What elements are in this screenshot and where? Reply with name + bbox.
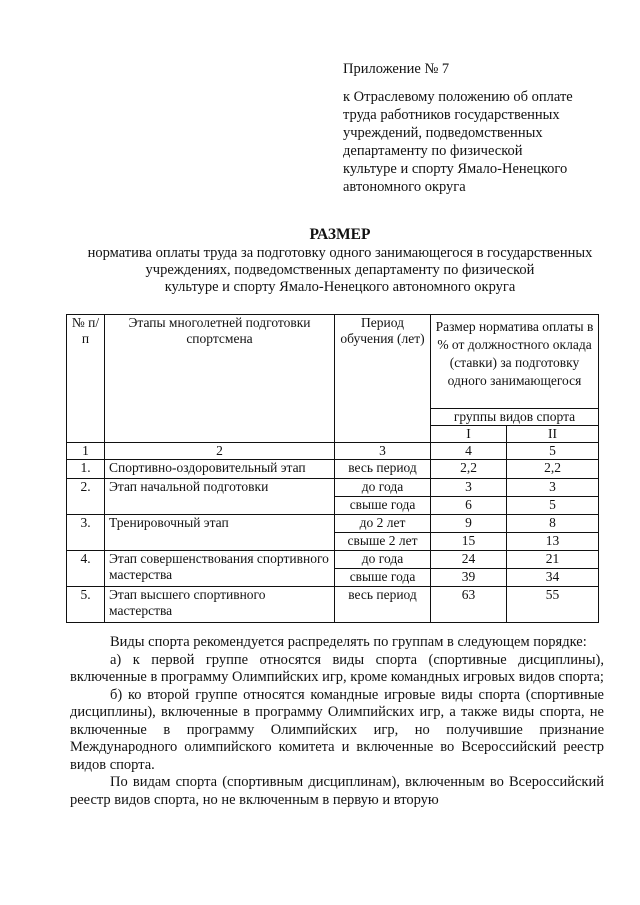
row-num: 2. (67, 479, 105, 515)
row-g2: 21 (507, 551, 599, 569)
row-g2: 8 (507, 515, 599, 533)
header-group-1: I (431, 426, 507, 443)
row-period: до года (335, 479, 431, 497)
header-groups: группы видов спорта (431, 409, 599, 426)
row-num: 5. (67, 587, 105, 623)
row-g1: 39 (431, 569, 507, 587)
header-size: Размер норматива оплаты в % от должностного оклада (ставки) за подготовку одного занимающегося (431, 315, 599, 409)
row-period: свыше 2 лет (335, 533, 431, 551)
row-stage: Тренировочный этап (105, 515, 335, 551)
row-period: до года (335, 551, 431, 569)
heading-title: РАЗМЕР (309, 226, 371, 243)
row-num: 1. (67, 460, 105, 479)
paragraph: а) к первой группе относятся виды спорта (спортивные дисциплины), включенные в программу Олимпийских игр, кроме командных игровых видов спорта; (70, 651, 604, 685)
row-g1: 9 (431, 515, 507, 533)
row-stage: Этап совершенствования спортивного мастерства (105, 551, 335, 587)
row-g1: 24 (431, 551, 507, 569)
row-period: весь период (335, 587, 431, 623)
colnum: 3 (335, 443, 431, 460)
row-g2: 3 (507, 479, 599, 497)
row-g1: 6 (431, 497, 507, 515)
row-period: свыше года (335, 569, 431, 587)
annex-line: культуре и спорту Ямало-Ненецкого (343, 161, 568, 177)
annex-line: к Отраслевому положению об оплате (343, 89, 573, 105)
row-g1: 63 (431, 587, 507, 623)
row-g2: 34 (507, 569, 599, 587)
norm-table (66, 314, 599, 623)
annex-line: труда работников государственных (343, 107, 560, 123)
row-period: весь период (335, 460, 431, 479)
annex-number: Приложение № 7 (343, 61, 450, 77)
row-period: свыше года (335, 497, 431, 515)
annex-line: автономного округа (343, 179, 466, 195)
colnum: 2 (105, 443, 335, 460)
colnum: 4 (431, 443, 507, 460)
heading-line: норматива оплаты труда за подготовку одного занимающегося в государственных (87, 245, 593, 261)
header-group-2: II (507, 426, 599, 443)
row-stage: Этап начальной подготовки (105, 479, 335, 515)
table-row (67, 479, 599, 497)
row-stage: Спортивно-оздоровительный этап (105, 460, 335, 479)
document-heading (40, 226, 640, 296)
annex-line: департаменту по физической (343, 143, 523, 159)
body-text (70, 634, 604, 809)
paragraph: б) ко второй группе относятся командные игровые виды спорта (спортивные дисциплины), включенные в программу Олимпийских игр, а также виды спорта, не включенные в программу Олимпийских игр, но получившие признание Международного олимпийского комитета и включенные во Всероссийский реестр видов спорта. (70, 686, 604, 773)
row-num: 3. (67, 515, 105, 551)
colnum: 1 (67, 443, 105, 460)
heading-line: учреждениях, подведомственных департаменту по физической (145, 262, 535, 278)
heading-line: культуре и спорту Ямало-Ненецкого автономного округа (164, 279, 516, 295)
row-g1: 15 (431, 533, 507, 551)
row-g1: 2,2 (431, 460, 507, 479)
row-stage: Этап высшего спортивного мастерства (105, 587, 335, 623)
table-row (67, 460, 599, 479)
colnum: 5 (507, 443, 599, 460)
row-g1: 3 (431, 479, 507, 497)
row-g2: 55 (507, 587, 599, 623)
header-period: Период обучения (лет) (335, 315, 431, 443)
paragraph: По видам спорта (спортивным дисциплинам), включенным во Всероссийский реестр видов спорта, но не включенным в первую и вторую (70, 774, 604, 808)
paragraph: Виды спорта рекомендуется распределять по группам в следующем порядке: (110, 634, 587, 650)
header-stage: Этапы многолетней подготовки спортсмена (105, 315, 335, 443)
row-period: до 2 лет (335, 515, 431, 533)
row-g2: 13 (507, 533, 599, 551)
table-row (67, 515, 599, 533)
table-row (67, 587, 599, 623)
row-g2: 5 (507, 497, 599, 515)
annex-line: учреждений, подведомственных (343, 125, 543, 141)
row-g2: 2,2 (507, 460, 599, 479)
row-num: 4. (67, 551, 105, 587)
table-row (67, 551, 599, 569)
header-num: № п/п (67, 315, 105, 443)
annex-block (343, 60, 623, 196)
